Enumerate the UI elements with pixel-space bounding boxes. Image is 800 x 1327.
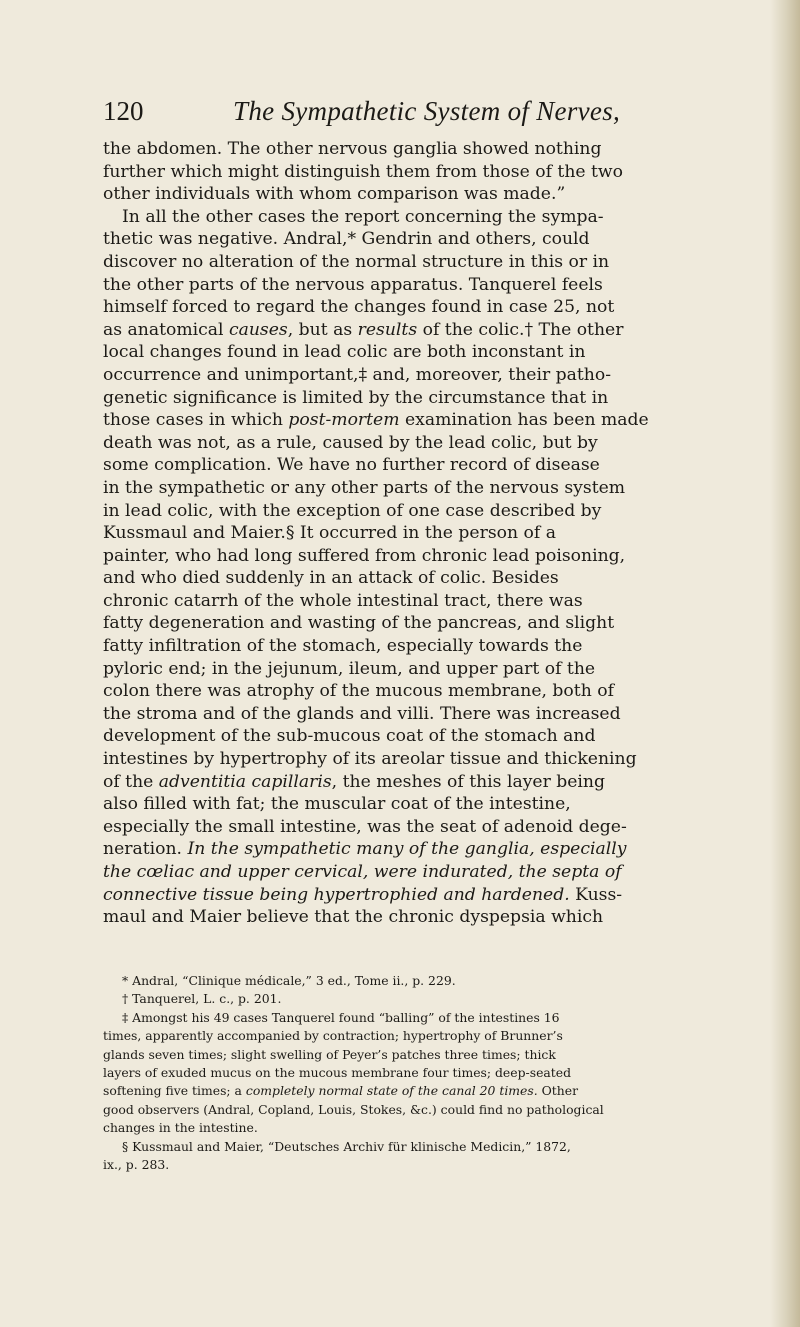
text-line: Kussmaul and Maier.§ It occurred in the person of a	[103, 523, 556, 544]
text-run: of the	[103, 771, 159, 792]
text-line: himself forced to regard the changes found in case 25, not	[103, 297, 615, 318]
italic-run: causes	[228, 319, 288, 340]
footnote-line: good observers (Andral, Copland, Louis, Stokes, &c.) could find no pathological	[103, 1101, 604, 1117]
text-run: neration.	[103, 839, 188, 860]
text-line: local changes found in lead colic are both inconstant in	[103, 342, 586, 363]
text-line: thetic was negative. Andral,* Gendrin and others, could	[103, 229, 590, 250]
text-line: especially the small intestine, was the seat of adenoid dege-	[103, 816, 627, 837]
text-run: examination has been made	[399, 410, 649, 431]
italic-run: results	[357, 319, 418, 340]
footnote-line: ix., p. 283.	[103, 1156, 170, 1172]
text-line	[103, 409, 793, 432]
text-line: the stroma and of the glands and villi. There was increased	[103, 703, 621, 724]
text-line: discover no alteration of the normal structure in this or in	[103, 251, 610, 272]
text-line: In all the other cases the report concerning the sympa-	[122, 206, 604, 227]
text-line: pyloric end; in the jejunum, ileum, and upper part of the	[103, 658, 596, 679]
text-run: softening five times; a	[103, 1083, 246, 1099]
text-line: and who died suddenly in an attack of colic. Besides	[103, 568, 559, 589]
page-number: 120	[103, 96, 144, 126]
text-line: occurrence and unimportant,‡ and, moreover, their patho-	[103, 364, 612, 385]
text-line: painter, who had long suffered from chronic lead poisoning,	[103, 545, 626, 566]
text-line: maul and Maier believe that the chronic dyspepsia which	[103, 907, 604, 928]
footnote-line: § Kussmaul and Maier, “Deutsches Archiv für klinische Medicin,” 1872,	[122, 1138, 571, 1154]
text-line: in lead colic, with the exception of one case described by	[103, 500, 602, 521]
text-run: those cases in which	[103, 410, 289, 431]
text-line: the abdomen. The other nervous ganglia showed nothing	[103, 139, 602, 159]
italic-run: post-mortem	[288, 410, 400, 431]
text-line	[103, 861, 793, 884]
text-line: death was not, as a rule, caused by the lead colic, but by	[103, 432, 598, 453]
running-head: The Sympathetic System of Nerves,	[233, 96, 621, 126]
text-run: Other	[537, 1083, 578, 1099]
footnote-line: † Tanquerel, L. c., p. 201.	[122, 991, 282, 1007]
footnotes	[103, 972, 793, 1174]
footnote-line: glands seven times; slight swelling of Peyer’s patches three times; thick	[103, 1046, 556, 1062]
text-run: of the colic.† The other	[417, 319, 624, 340]
italic-run: adventitia capillaris	[158, 771, 332, 792]
footnote-line: changes in the intestine.	[103, 1120, 258, 1136]
text-line: colon there was atrophy of the mucous membrane, both of	[103, 681, 614, 702]
text-line	[103, 884, 793, 907]
footnote-line: ‡ Amongst his 49 cases Tanquerel found “balling” of the intestines 16	[122, 1009, 560, 1025]
footnote-line: * Andral, “Clinique médicale,” 3 ed., Tome ii., p. 229.	[122, 973, 456, 988]
footnote-line	[103, 1082, 793, 1100]
text-line: also filled with fat; the muscular coat of the intestine,	[103, 794, 571, 815]
footnote-line: layers of exuded mucus on the mucous membrane four times; deep-seated	[103, 1064, 572, 1080]
italic-run: connective tissue being hypertrophied and hardened.	[103, 884, 570, 905]
text-line: intestines by hypertrophy of its areolar tissue and thickening	[103, 749, 637, 770]
italic-run: the cœliac and upper cervical, were indurated, the septa of	[103, 862, 622, 882]
text-run: , the meshes of this layer being	[331, 771, 606, 792]
italic-run: completely normal state of the canal 20 times.	[245, 1083, 538, 1099]
text-line: development of the sub-mucous coat of the stomach and	[103, 726, 596, 747]
text-line	[103, 319, 793, 342]
text-line: genetic significance is limited by the circumstance that in	[103, 387, 609, 408]
text-line	[103, 771, 793, 794]
text-line: the other parts of the nervous apparatus. Tanquerel feels	[103, 274, 603, 295]
text-line: fatty infiltration of the stomach, especially towards the	[103, 636, 583, 657]
footnote-line: times, apparently accompanied by contraction; hypertrophy of Brunner’s	[103, 1028, 563, 1044]
text-line: chronic catarrh of the whole intestinal tract, there was	[103, 590, 583, 611]
text-line: other individuals with whom comparison was made.”	[103, 184, 566, 205]
text-line: fatty degeneration and wasting of the pancreas, and slight	[103, 613, 615, 634]
body-text	[103, 138, 793, 929]
italic-run: In the sympathetic many of the ganglia, especially	[187, 839, 627, 860]
text-run: , but as	[287, 319, 358, 340]
text-run: as anatomical	[103, 319, 229, 340]
text-line: in the sympathetic or any other parts of the nervous system	[103, 477, 626, 498]
text-line: further which might distinguish them from those of the two	[103, 161, 623, 182]
text-run: Kuss-	[569, 884, 623, 905]
page-header	[103, 96, 743, 136]
text-line: some complication. We have no further record of disease	[103, 455, 600, 476]
text-line	[103, 838, 793, 861]
